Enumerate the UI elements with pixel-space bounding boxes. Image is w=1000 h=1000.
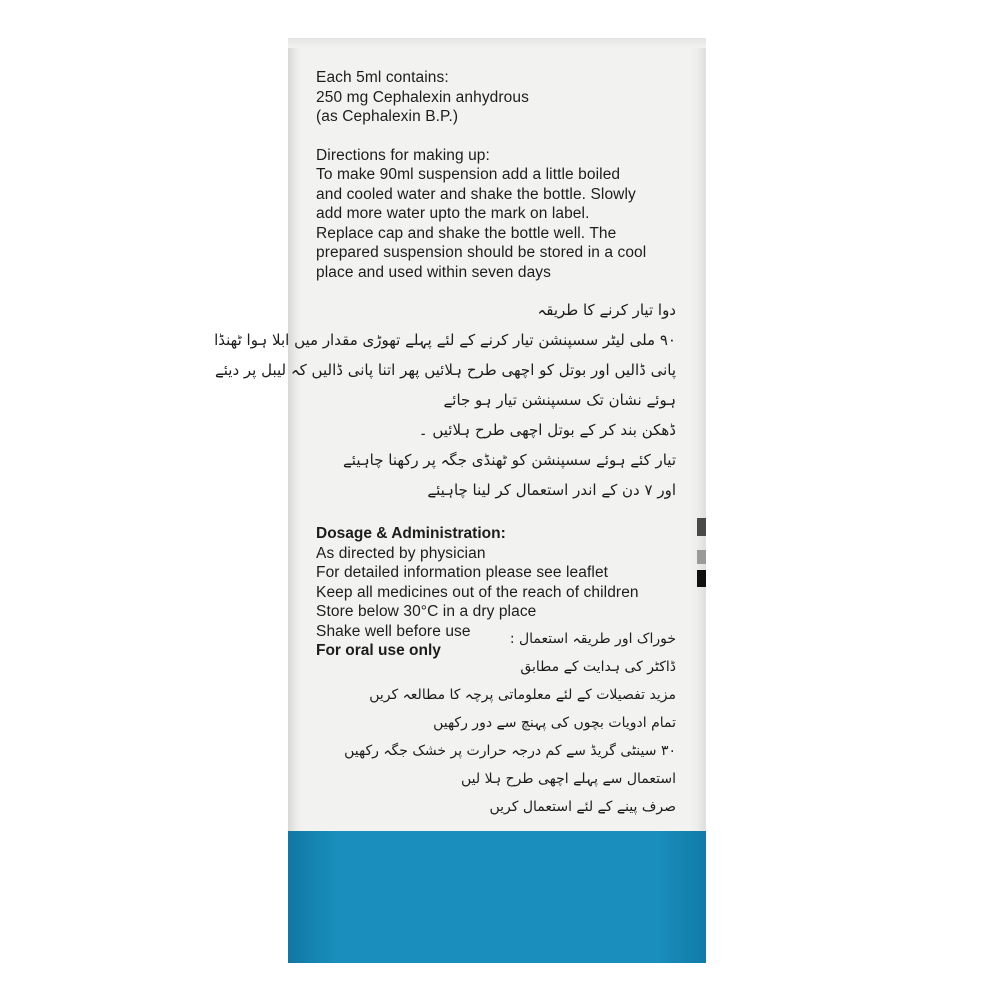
carton-bottom-band-shading (288, 831, 706, 963)
carton-top-shade (288, 38, 706, 48)
dosage-line: Store below 30°C in a dry place (316, 603, 537, 620)
directions-urdu-line: تیار کئے ہوئے سسپنشن کو ٹھنڈی جگہ پر رکھنا چاہیئے (343, 451, 676, 469)
print-registration-mark (697, 550, 706, 564)
dosage-urdu-line: ۳۰ سینٹی گریڈ سے کم درجہ حرارت پر خشک جگہ رکھیں (344, 742, 676, 759)
dosage-urdu-line: استعمال سے پہلے اچھی طرح ہلا لیں (461, 770, 676, 787)
directions-urdu-heading: دوا تیار کرنے کا طریقہ (537, 301, 676, 319)
carton-left-edge (288, 38, 302, 963)
dosage-urdu-line: تمام ادویات بچوں کی پہنچ سے دور رکھیں (433, 714, 676, 731)
carton-bottom-band (288, 831, 706, 963)
directions-line: Replace cap and shake the bottle well. The (316, 224, 617, 242)
medicine-carton (214, 38, 706, 963)
directions-urdu-line: ۹۰ ملی لیٹر سسپنشن تیار کرنے کے لئے پہلے تھوڑی مقدار میں ابلا ہوا ٹھنڈا (214, 331, 676, 349)
directions-line: place and used within seven days (316, 263, 551, 281)
directions-line: To make 90ml suspension add a little boiled (316, 166, 621, 183)
directions-block (316, 146, 676, 283)
dosage-urdu-line: صرف پینے کے لئے استعمال کریں (489, 798, 676, 815)
directions-heading: Directions for making up: (316, 146, 490, 164)
dosage-urdu-heading: خوراک اور طریقہ استعمال : (509, 630, 676, 647)
dosage-line: For detailed information please see leaflet (316, 564, 609, 581)
dosage-heading: Dosage & Administration: (316, 525, 506, 542)
spacer (316, 505, 676, 524)
dosage-urdu-line: مزید تفصیلات کے لئے معلوماتی پرچہ کا مطالعہ کریں (369, 686, 676, 703)
carton-right-edge (690, 38, 706, 963)
directions-urdu-line: پانی ڈالیں اور بوتل کو اچھی طرح ہلائیں پھر اتنا پانی ڈالیں کہ لیبل پر دیئے (214, 361, 676, 379)
dosage-line: Keep all medicines out of the reach of children (316, 583, 639, 601)
directions-line: prepared suspension should be stored in a cool (316, 244, 647, 261)
composition-line: 250 mg Cephalexin anhydrous (316, 88, 529, 106)
directions-urdu-line: ڈھکن بند کر کے بوتل اچھی طرح ہلائیں ۔ (418, 421, 676, 439)
composition-block (316, 68, 676, 127)
dosage-line: Shake well before use (316, 622, 471, 640)
spacer (316, 127, 676, 146)
dosage-line: As directed by physician (316, 544, 486, 562)
composition-line: Each 5ml contains: (316, 69, 449, 86)
directions-urdu-block (214, 295, 676, 505)
print-registration-mark (697, 570, 706, 587)
oral-use-note: For oral use only (316, 642, 441, 659)
directions-line: add more water upto the mark on label. (316, 205, 590, 222)
composition-line: (as Cephalexin B.P.) (316, 108, 459, 125)
directions-line: and cooled water and shake the bottle. Slowly (316, 185, 636, 203)
print-registration-mark (697, 518, 706, 536)
carton-text-panel (214, 68, 676, 821)
spacer (316, 282, 676, 295)
dosage-urdu-line: ڈاکٹر کی ہدایت کے مطابق (520, 658, 676, 675)
directions-urdu-line: اور ۷ دن کے اندر استعمال کر لینا چاہیئے (427, 481, 676, 499)
directions-urdu-line: ہوئے نشان تک سسپنشن تیار ہو جائے (443, 391, 676, 409)
